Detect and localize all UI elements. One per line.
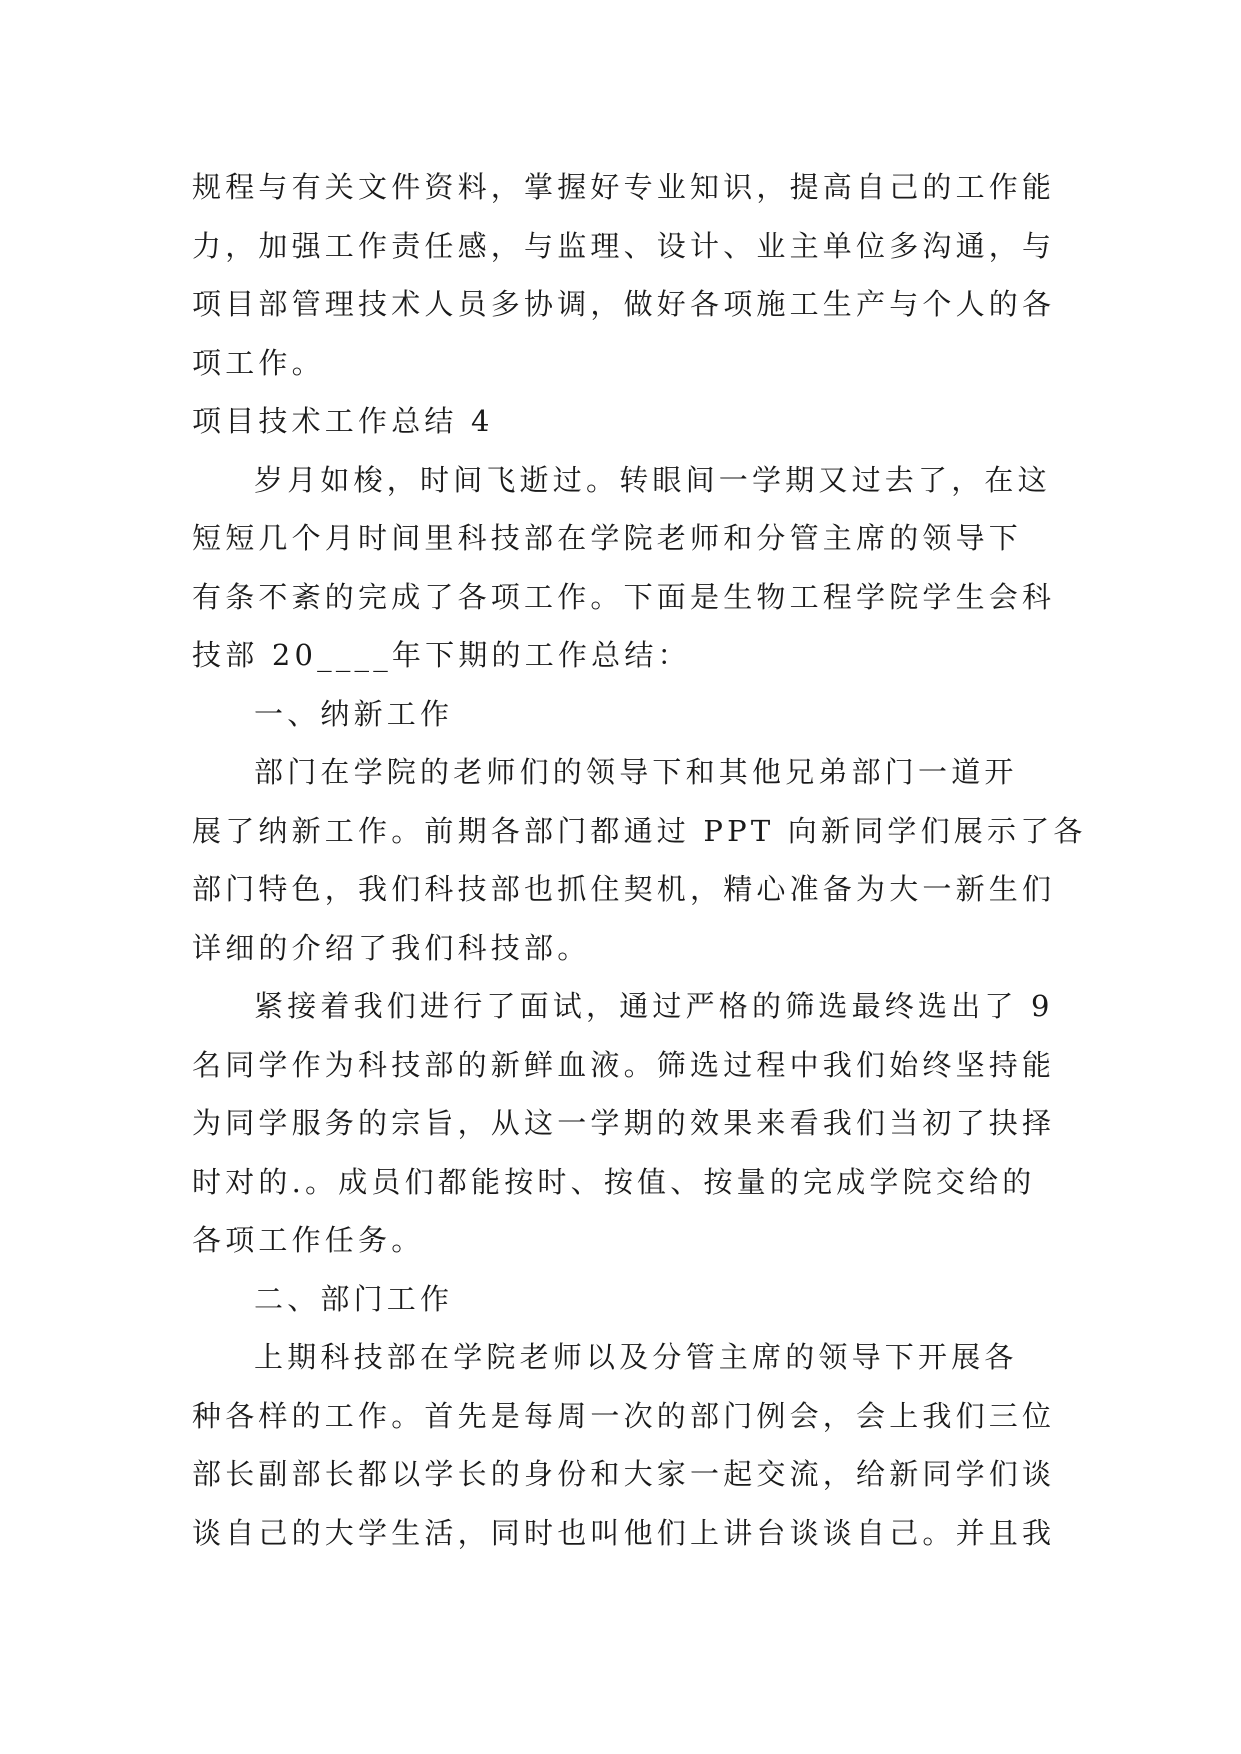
text-line: 项工作。	[192, 345, 325, 380]
text-line: 规程与有关文件资料，掌握好专业知识，提高自己的工作能	[192, 170, 1056, 204]
text-line: 详细的介绍了我们科技部。	[192, 930, 591, 965]
text-line: 紧接着我们进行了面试，通过严格的筛选最终选出了 9	[254, 989, 1054, 1023]
text-line: 种各样的工作。首先是每周一次的部门例会，会上我们三位	[192, 1398, 1056, 1433]
text-line: 岁月如梭，时间飞逝过。转眼间一学期又过去了，在这	[254, 462, 1051, 497]
text-line: 力，加强工作责任感，与监理、设计、业主单位多沟通，与	[192, 228, 1056, 263]
text-line: 短短几个月时间里科技部在学院老师和分管主席的领导下	[192, 521, 1023, 555]
text-line: 为同学服务的宗旨，从这一学期的效果来看我们当初了抉择	[192, 1106, 1056, 1140]
section-title: 项目技术工作总结 4	[192, 404, 494, 438]
text-line: 技部 20____年下期的工作总结：	[192, 638, 691, 672]
text-line: 各项工作任务。	[192, 1223, 425, 1257]
text-line: 部门特色，我们科技部也抓住契机，精心准备为大一新生们	[192, 872, 1056, 906]
text-line: 项目部管理技术人员多协调，做好各项施工生产与个人的各	[192, 287, 1056, 321]
subheading: 一、纳新工作	[254, 696, 454, 731]
text-line: 上期科技部在学院老师以及分管主席的领导下开展各	[254, 1340, 1018, 1374]
text-line: 谈自己的大学生活，同时也叫他们上讲台谈谈自己。并且我	[192, 1515, 1056, 1550]
document-body	[192, 158, 1087, 1562]
text-line: 部长副部长都以学长的身份和大家一起交流，给新同学们谈	[192, 1457, 1056, 1491]
text-line: 展了纳新工作。前期各部门都通过 PPT 向新同学们展示了各	[192, 813, 1087, 848]
text-line: 有条不紊的完成了各项工作。下面是生物工程学院学生会科	[192, 579, 1056, 614]
subheading: 二、部门工作	[254, 1281, 454, 1316]
text-line: 部门在学院的老师们的领导下和其他兄弟部门一道开	[254, 755, 1018, 789]
text-line: 名同学作为科技部的新鲜血液。筛选过程中我们始终坚持能	[192, 1047, 1056, 1082]
text-line: 时对的.。成员们都能按时、按值、按量的完成学院交给的	[192, 1164, 1036, 1199]
